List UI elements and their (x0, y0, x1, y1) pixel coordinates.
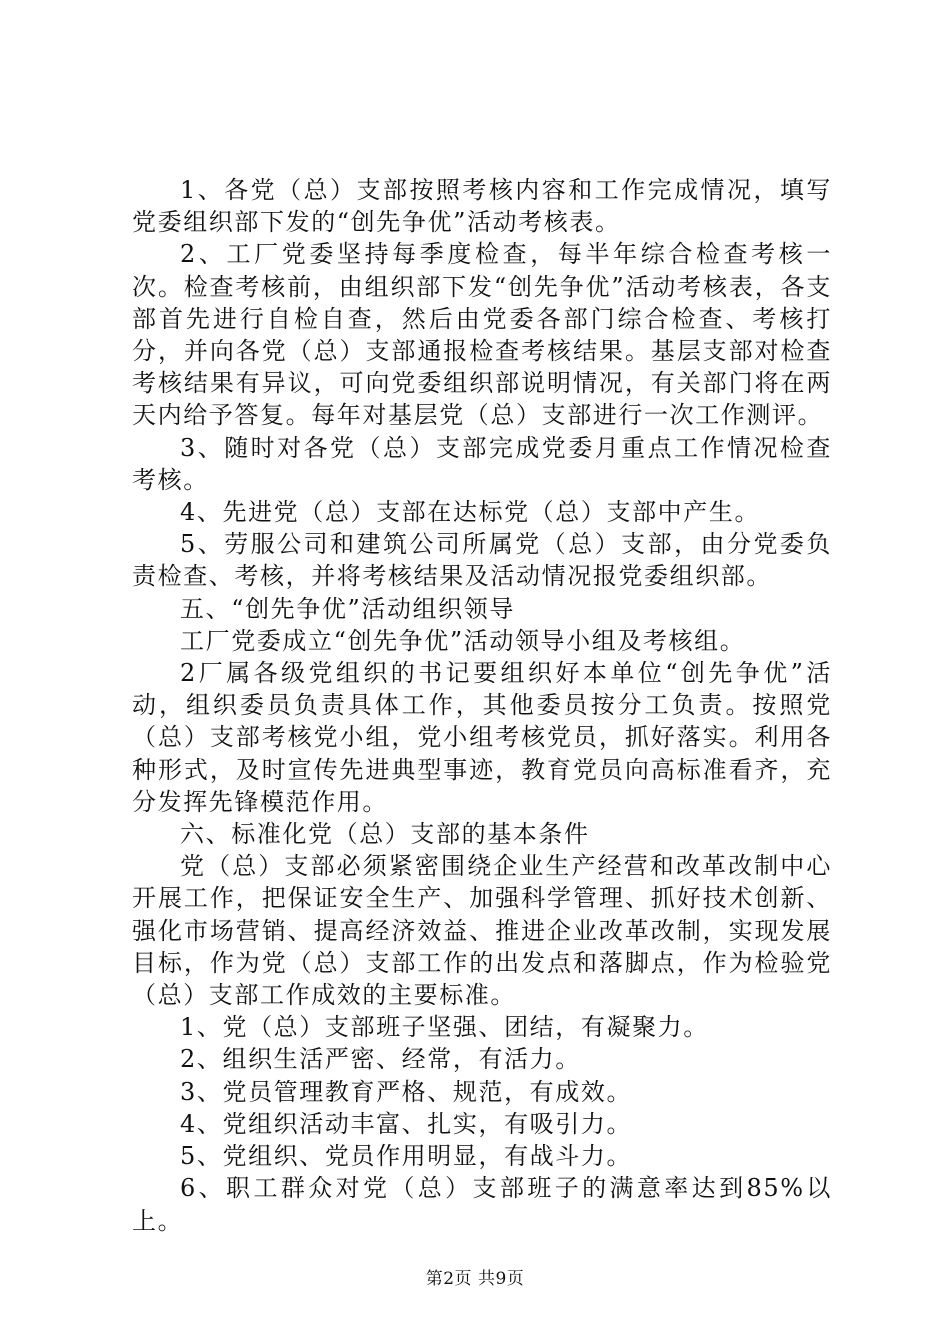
paragraph-5: 5、劳服公司和建筑公司所属党（总）支部，由分党委负责检查、考核，并将考核结果及活动情况报党委组织部。 (132, 530, 832, 591)
page-number-footer: 第2页 共9页 (425, 1269, 525, 1289)
paragraph-1: 1、各党（总）支部按照考核内容和工作完成情况，填写党委组织部下发的“创先争优”活动考核表。 (132, 176, 832, 237)
paragraph-7: 2厂属各级党组织的书记要组织好本单位“创先争优”活动，组织委员负责具体工作，其他委员按分工负责。按照党（总）支部考核党小组，党小组考核党员，抓好落实。利用各种形式，及时宣传先进典型事迹，教育党员向高标准看齐，充分发挥先锋模范作用。 (132, 659, 832, 816)
paragraph-8: 党（总）支部必须紧密围绕企业生产经营和改革改制中心开展工作，把保证安全生产、加强科学管理、抓好技术创新、强化市场营销、提高经济效益、推进企业改革改制，实现发展目标，作为党（总）支部工作的出发点和落脚点，作为检验党（总）支部工作成效的主要标准。 (132, 852, 832, 1010)
document-body (132, 174, 832, 1237)
section-heading-five: 五、“创先争优”活动组织领导 (180, 594, 515, 623)
paragraph-4: 4、先进党（总）支部在达标党（总）支部中产生。 (180, 498, 761, 527)
paragraph-3: 3、随时对各党（总）支部完成党委月重点工作情况检查考核。 (132, 433, 832, 494)
condition-item-4: 4、党组织活动丰富、扎实，有吸引力。 (180, 1109, 633, 1138)
section-heading-six: 六、标准化党（总）支部的基本条件 (180, 820, 590, 849)
condition-item-1: 1、党（总）支部班子坚强、团结，有凝聚力。 (180, 1013, 709, 1042)
paragraph-2: 2、工厂党委坚持每季度检查，每半年综合检查考核一次。检查考核前，由组织部下发“创先争优”活动考核表，各支部首先进行自检自查，然后由党委各部门综合检查、考核打分，并向各党（总）支部通报检查考核结果。基层支部对检查考核结果有异议，可向党委组织部说明情况，有关部门将在两天内给予答复。每年对基层党（总）支部进行一次工作测评。 (132, 240, 832, 430)
paragraph-6: 工厂党委成立“创先争优”活动领导小组及考核组。 (180, 626, 746, 655)
condition-item-5: 5、党组织、党员作用明显，有战斗力。 (180, 1142, 633, 1171)
condition-item-2: 2、组织生活严密、经常，有活力。 (180, 1045, 581, 1074)
condition-item-6: 6、职工群众对党（总）支部班子的满意率达到85%以上。 (132, 1174, 832, 1235)
condition-item-3: 3、党员管理教育严格、规范，有成效。 (180, 1077, 633, 1106)
